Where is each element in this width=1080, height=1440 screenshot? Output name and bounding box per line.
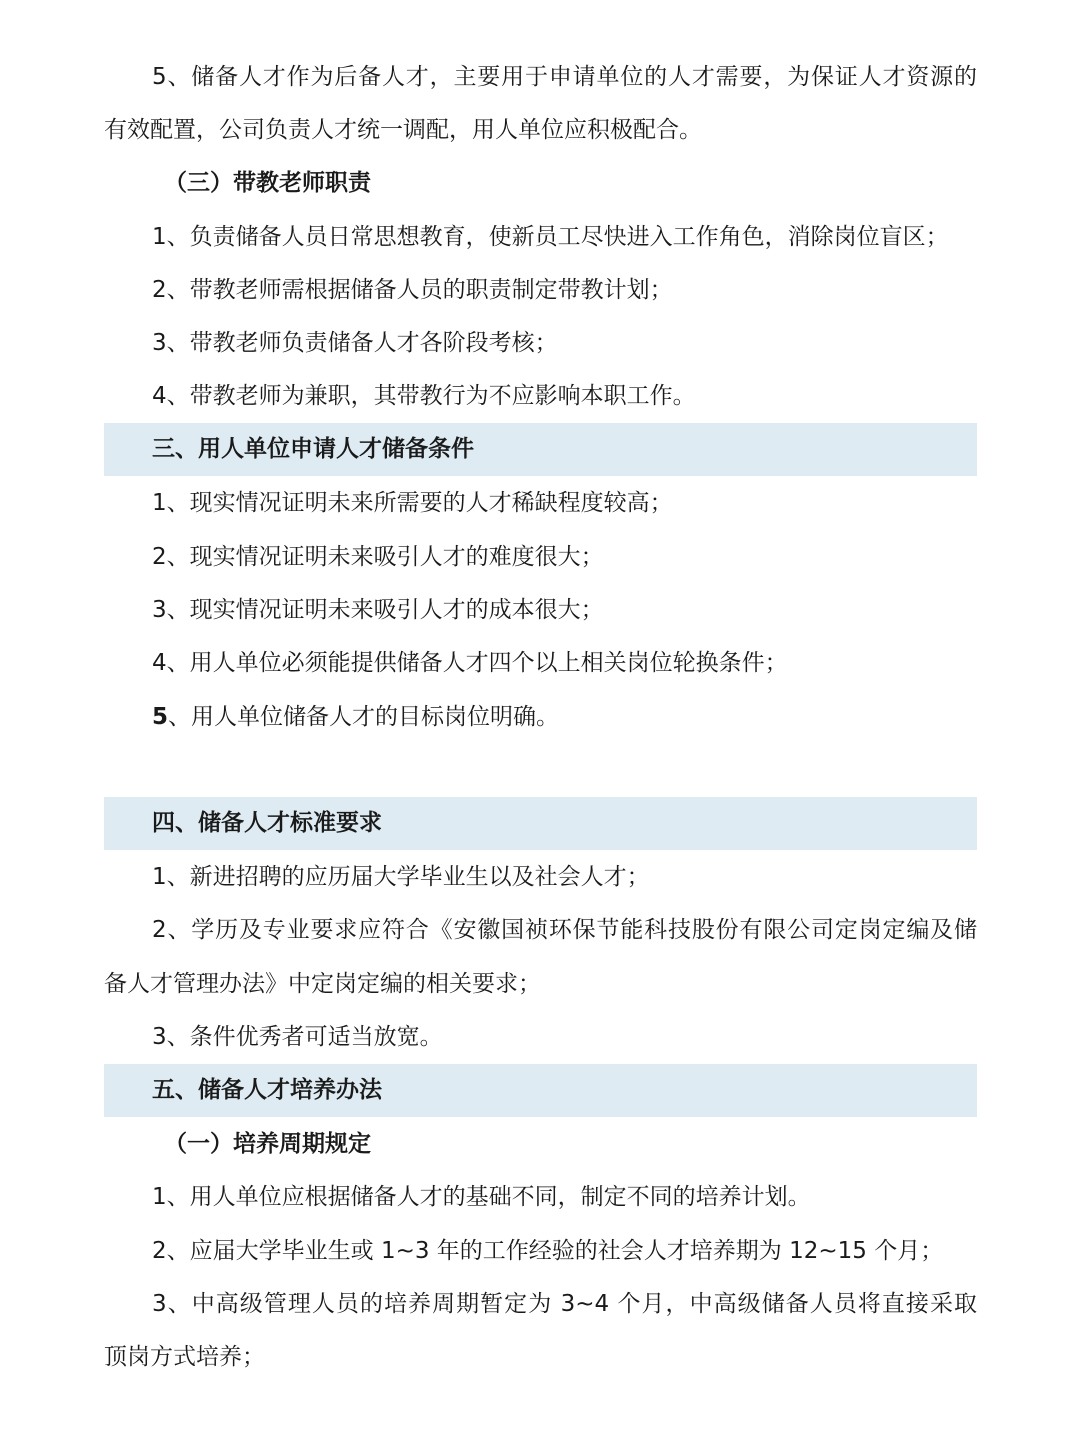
section-header-band [104,797,977,850]
paragraph-line: 5、储备人才作为后备人才，主要用于申请单位的人才需要，为保证人才资源的 [152,64,977,90]
list-item: 4、用人单位必须能提供储备人才四个以上相关岗位轮换条件； [152,650,788,676]
list-item [104,702,977,732]
list-item: 2、带教老师需根据储备人员的职责制定带教计划； [152,277,673,303]
subsection-title: （三）带教老师职责 [164,170,371,196]
list-item: 1、用人单位应根据储备人才的基础不同，制定不同的培养计划。 [152,1184,811,1210]
list-item: 3、条件优秀者可适当放宽。 [152,1024,443,1050]
section-header-band [104,423,977,476]
list-item: 1、负责储备人员日常思想教育，使新员工尽快进入工作角色，消除岗位盲区； [152,224,949,250]
list-item: 2、现实情况证明未来吸引人才的难度很大； [152,544,604,570]
list-item: 3、现实情况证明未来吸引人才的成本很大； [152,597,604,623]
list-item: 1、现实情况证明未来所需要的人才稀缺程度较高； [152,490,673,516]
list-item-number: 5 [152,704,169,730]
list-item: 4、带教老师为兼职，其带教行为不应影响本职工作。 [152,383,696,409]
list-item: 3、中高级管理人员的培养周期暂定为 3~4 个月，中高级储备人员将直接采取 [152,1291,977,1317]
list-item: 3、带教老师负责储备人才各阶段考核； [152,330,558,356]
section-header-band [104,1064,977,1117]
subsection-title: （一）培养周期规定 [164,1131,371,1157]
paragraph-line: 有效配置，公司负责人才统一调配，用人单位应积极配合。 [104,117,702,143]
section-title: 四、储备人才标准要求 [152,810,382,836]
section-title: 三、用人单位申请人才储备条件 [152,436,474,462]
list-item: 1、新进招聘的应历届大学毕业生以及社会人才； [152,864,650,890]
section-title: 五、储备人才培养办法 [152,1077,382,1103]
list-item: 2、学历及专业要求应符合《安徽国祯环保节能科技股份有限公司定岗定编及储 [152,917,977,943]
list-item-continuation: 备人才管理办法》中定岗定编的相关要求； [104,971,541,997]
list-item: 2、应届大学毕业生或 1~3 年的工作经验的社会人才培养期为 12~15 个月； [152,1238,944,1264]
list-item-text: 、用人单位储备人才的目标岗位明确。 [168,704,560,730]
list-item-continuation: 顶岗方式培养； [104,1344,265,1370]
